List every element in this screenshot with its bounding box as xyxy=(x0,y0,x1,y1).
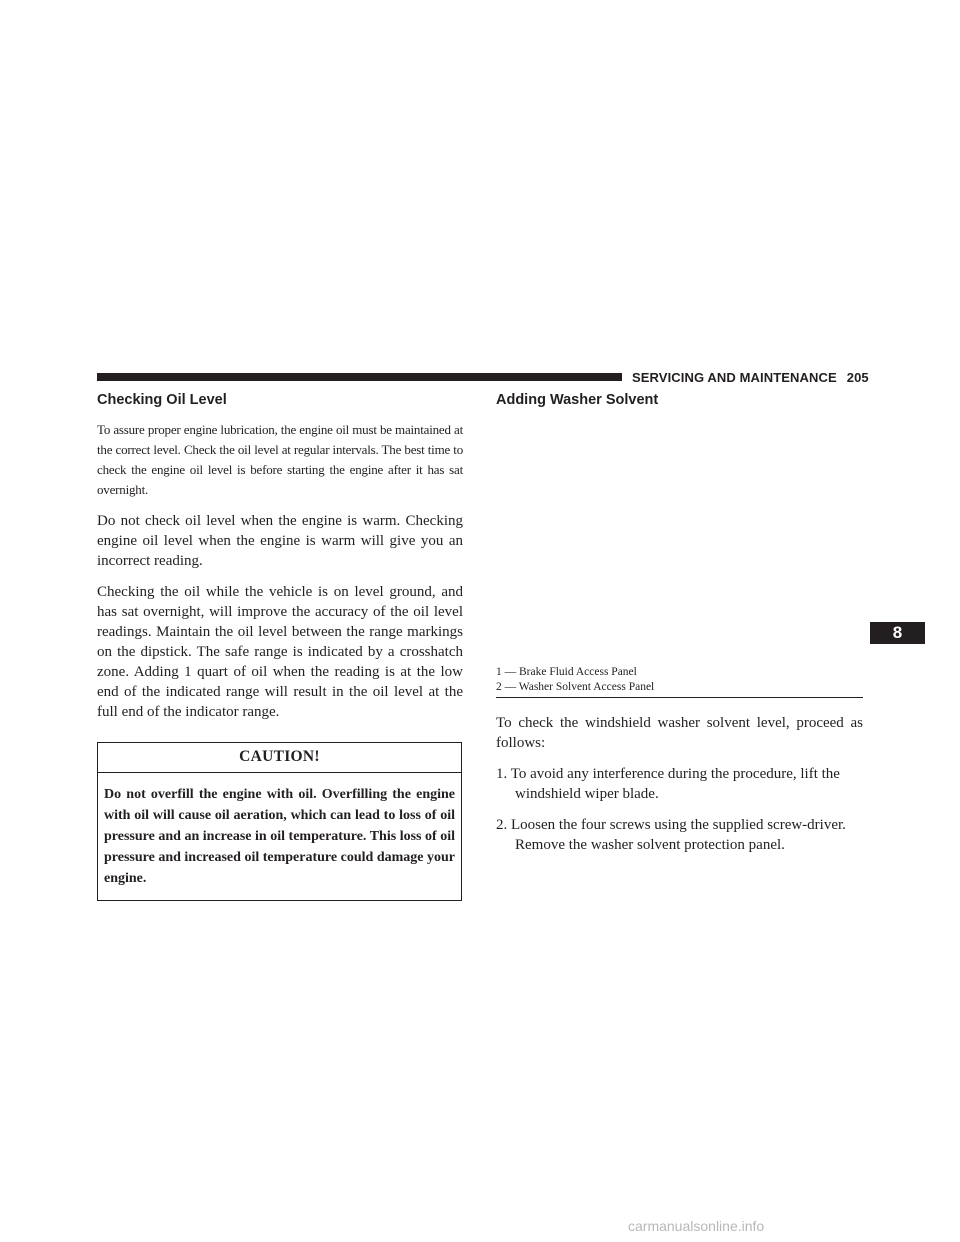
steps-list xyxy=(496,764,863,855)
paragraph: Do not check oil level when the engine is warm. Checking engine oil level when the engine is warm will give you an incorrect reading. xyxy=(97,513,463,569)
figure-placeholder xyxy=(496,420,863,665)
heading-checking-oil-level: Checking Oil Level xyxy=(97,392,227,408)
caption-item: 2 — Washer Solvent Access Panel xyxy=(496,681,655,693)
page-number: 205 xyxy=(846,370,869,385)
figure-captions xyxy=(496,665,863,698)
list-item: 2. Loosen the four screws using the supplied screw-driver. Remove the washer solvent protection panel. xyxy=(496,817,846,853)
chapter-tab: 8 xyxy=(870,622,925,644)
section-title: SERVICING AND MAINTENANCE xyxy=(632,370,837,385)
paragraph: Checking the oil while the vehicle is on level ground, and has sat overnight, will improve the accuracy of the oil level readings. Maintain the oil level between the range markings on the dipstick. The safe range is indicated by a crosshatch zone. Adding 1 quart of oil when the reading is at the low end of the indicated range will result in the oil level at the full end of the indicator range. xyxy=(97,584,463,720)
header-rule xyxy=(97,373,622,381)
caution-title: CAUTION! xyxy=(98,743,461,773)
watermark: carmanualsonline.info xyxy=(628,1218,765,1234)
paragraph: To assure proper engine lubrication, the engine oil must be maintained at the correct level. Check the oil level at regular intervals. The best time to check the engine oil level is before starting the engine after it has sat overnight. xyxy=(97,422,463,497)
caption-item: 1 — Brake Fluid Access Panel xyxy=(496,666,637,678)
right-column xyxy=(496,392,863,866)
caution-box xyxy=(97,742,462,901)
running-header xyxy=(632,370,869,385)
intro-paragraph: To check the windshield washer solvent level, proceed as follows: xyxy=(496,715,863,751)
heading-adding-washer-solvent: Adding Washer Solvent xyxy=(496,392,659,408)
left-column xyxy=(97,392,463,901)
caution-text: Do not overfill the engine with oil. Overfilling the engine with oil will cause oil aeration, which can lead to loss of oil pressure and an increase in oil temperature. This loss of oil pressure and increased oil temperature could damage your engine. xyxy=(104,787,455,886)
list-item: 1. To avoid any interference during the procedure, lift the windshield wiper blade. xyxy=(496,766,840,802)
